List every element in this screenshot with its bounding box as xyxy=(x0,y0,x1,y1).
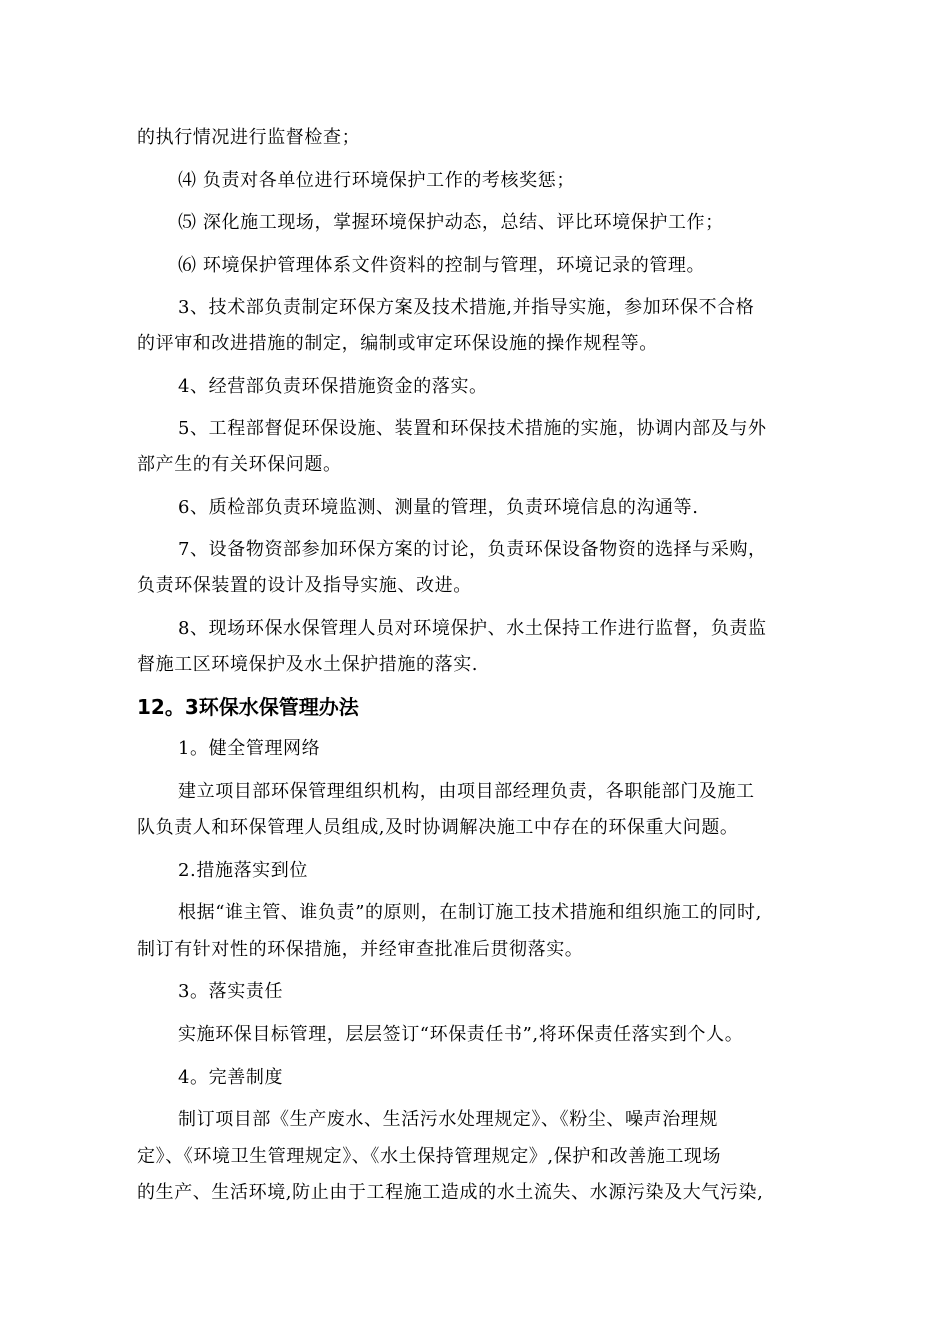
paragraph-line: ⑸ 深化施工现场，掌握环境保护动态，总结、评比环境保护工作； xyxy=(178,212,724,233)
paragraph-line: 督施工区环境保护及水土保护措施的落实. xyxy=(137,654,479,675)
subsection-title: 1。健全管理网络 xyxy=(178,738,321,759)
paragraph-line: 部产生的有关环保问题。 xyxy=(137,454,342,475)
paragraph-line: 队负责人和环保管理人员组成,及时协调解决施工中存在的环保重大问题。 xyxy=(137,817,739,838)
paragraph-line: 负责环保装置的设计及指导实施、改进。 xyxy=(137,575,472,596)
paragraph-line: 定》、《环境卫生管理规定》、《水土保持管理规定》,保护和改善施工现场 xyxy=(137,1146,722,1167)
paragraph-line: 8、现场环保水保管理人员对环境保护、水土保持工作进行监督，负责监 xyxy=(178,618,767,639)
paragraph-line: 根据“谁主管、谁负责”的原则，在制订施工技术措施和组织施工的同时, xyxy=(178,902,762,923)
paragraph-line: 建立项目部环保管理组织机构，由项目部经理负责，各职能部门及施工 xyxy=(178,781,755,802)
paragraph-line: 6、质检部负责环境监测、测量的管理，负责环境信息的沟通等. xyxy=(178,497,699,518)
paragraph-line: 5、工程部督促环保设施、装置和环保技术措施的实施，协调内部及与外 xyxy=(178,418,767,439)
paragraph-line: ⑹ 环境保护管理体系文件资料的控制与管理，环境记录的管理。 xyxy=(178,255,706,276)
paragraph-line: 制订有针对性的环保措施，并经审查批准后贯彻落实。 xyxy=(137,939,584,960)
paragraph-line: 的生产、生活环境,防止由于工程施工造成的水土流失、水源污染及大气污染, xyxy=(137,1182,764,1203)
subsection-title: 2.措施落实到位 xyxy=(178,860,308,881)
paragraph-line: ⑷ 负责对各单位进行环境保护工作的考核奖惩； xyxy=(178,170,575,191)
paragraph-line: 实施环保目标管理，层层签订“环保责任书”,将环保责任落实到个人。 xyxy=(178,1024,744,1045)
paragraph-line: 的执行情况进行监督检查； xyxy=(137,127,361,148)
paragraph-line: 7、设备物资部参加环保方案的讨论，负责环保设备物资的选择与采购， xyxy=(178,539,767,560)
subsection-title: 3。落实责任 xyxy=(178,981,284,1002)
paragraph-line: 3、技术部负责制定环保方案及技术措施,并指导实施，参加环保不合格 xyxy=(178,297,755,318)
section-heading: 12。3环保水保管理办法 xyxy=(137,695,359,719)
paragraph-line: 制订项目部《生产废水、生活污水处理规定》、《粉尘、噪声治理规 xyxy=(178,1109,718,1130)
paragraph-line: 4、经营部负责环保措施资金的落实。 xyxy=(178,376,488,397)
subsection-title: 4。完善制度 xyxy=(178,1067,284,1088)
paragraph-line: 的评审和改进措施的制定，编制或审定环保设施的操作规程等。 xyxy=(137,333,658,354)
